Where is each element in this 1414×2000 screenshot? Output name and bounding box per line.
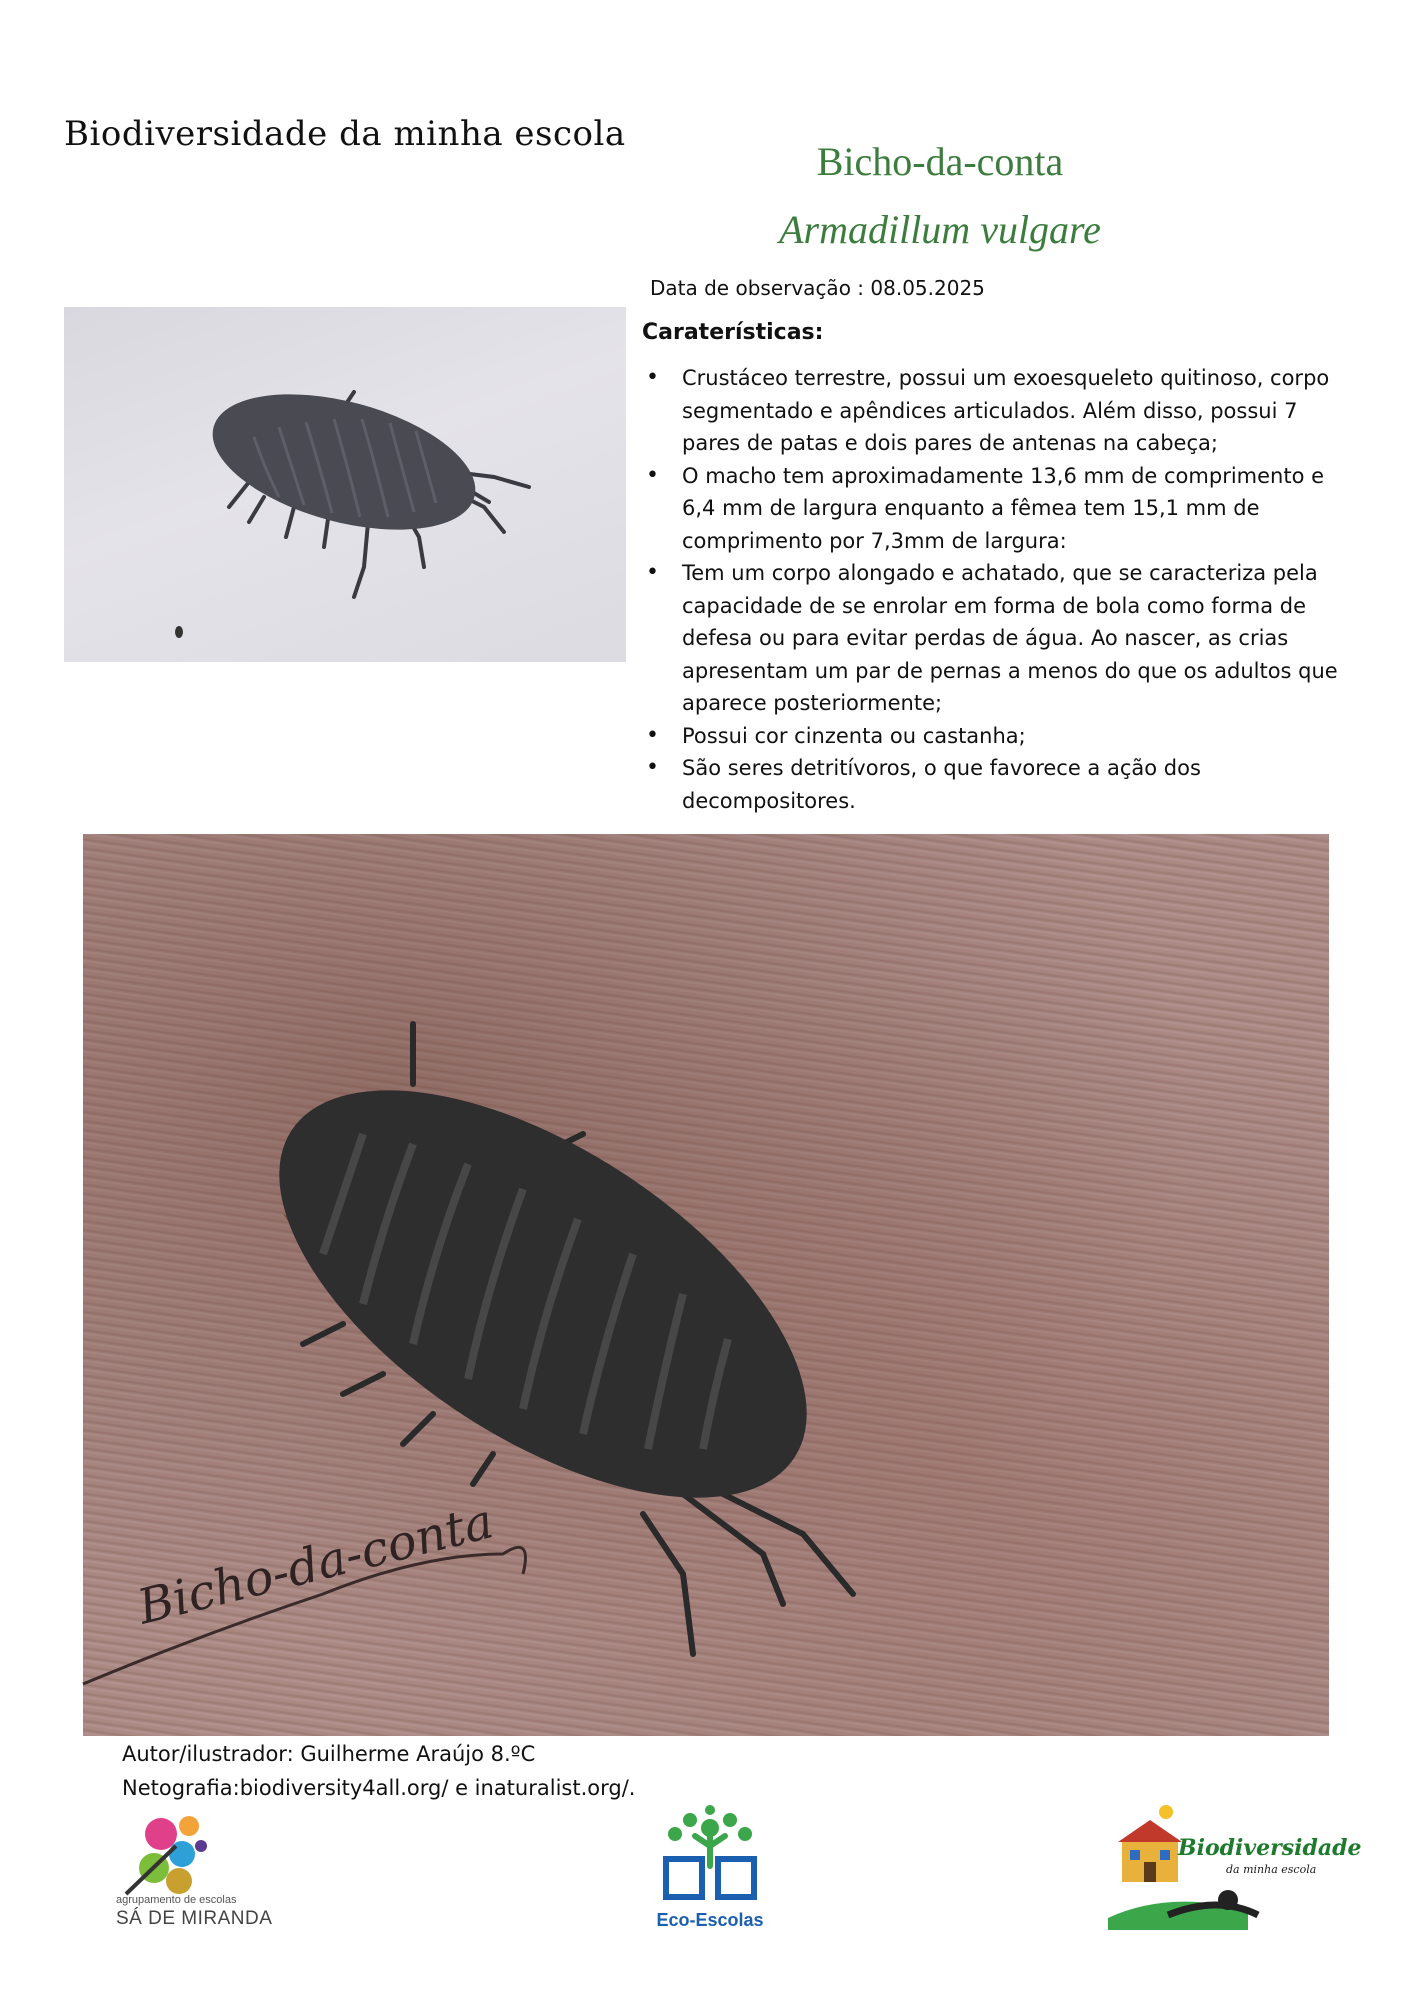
eco-schools-logo-icon <box>655 1806 765 1906</box>
biodiversity-logo-subtitle: da minha escola <box>1226 1863 1317 1876</box>
school-logo-caption: agrupamento de escolas <box>116 1894 237 1906</box>
observation-date: Data de observação : 08.05.2025 <box>650 276 985 300</box>
author-credit: Autor/ilustrador: Guilherme Araújo 8.ºC <box>122 1742 536 1766</box>
drawing-signature: Bicho-da-conta <box>132 1493 499 1636</box>
features-list <box>640 362 1340 817</box>
biodiversity-logo <box>1108 1800 1362 1930</box>
sources-credit: Netografia:biodiversity4all.org/ e inaturalist.org/. <box>122 1776 636 1800</box>
species-scientific-name: Armadillum vulgare <box>779 207 1101 252</box>
biodiversity-logo-icon <box>1108 1800 1362 1930</box>
school-logo-icon <box>116 1806 256 1896</box>
feature-item: • Possui cor cinzenta ou castanha; <box>640 720 1340 753</box>
eco-schools-logo <box>655 1806 765 1906</box>
woodlouse-photo-illustration <box>64 307 626 662</box>
feature-item: • Crustáceo terrestre, possui um exoesqueleto quitinoso, corpo segmentado e apêndices articulados. Além disso, possui 7 pares de patas e dois pares de antenas na cabeça; <box>640 362 1340 460</box>
school-logo-name: SÁ DE MIRANDA <box>116 1908 273 1929</box>
woodlouse-photo <box>64 307 626 662</box>
feature-item: • São seres detritívoros, o que favorece a ação dos decompositores. <box>640 752 1340 817</box>
species-common-name: Bicho-da-conta <box>816 139 1064 184</box>
page-title: Biodiversidade da minha escola <box>64 114 626 154</box>
woodlouse-drawing <box>83 834 1329 1736</box>
woodlouse-drawing-illustration <box>83 834 1329 1736</box>
feature-item: • O macho tem aproximadamente 13,6 mm de comprimento e 6,4 mm de largura enquanto a fêmea tem 15,1 mm de comprimento por 7,3mm de largura: <box>640 460 1340 558</box>
biodiversity-logo-title: Biodiversidade <box>1178 1835 1362 1861</box>
feature-item: • Tem um corpo alongado e achatado, que se caracteriza pela capacidade de se enrolar em forma de bola como forma de defesa ou para evitar perdas de água. Ao nascer, as crias apresentam um par de pernas a menos do que os adultos que aparece posteriormente; <box>640 557 1340 720</box>
eco-schools-name: Eco-Escolas <box>656 1910 764 1930</box>
features-heading: Caraterísticas: <box>642 320 824 345</box>
